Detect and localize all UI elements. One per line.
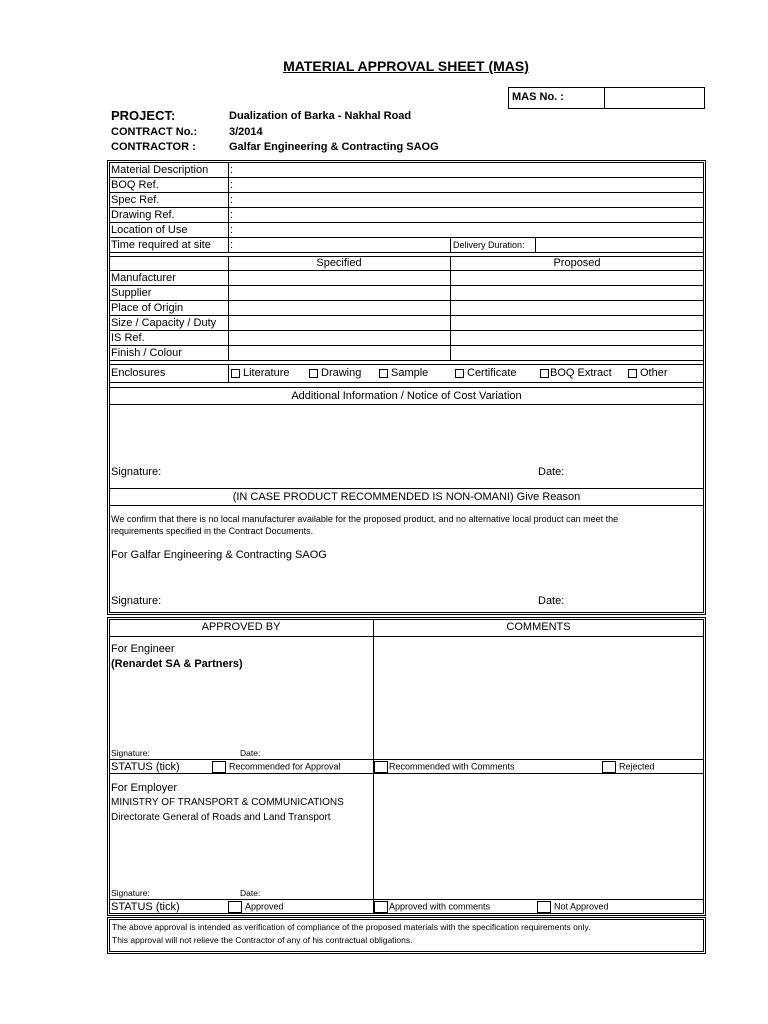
status-approved-with-comments[interactable]: Approved with comments <box>374 901 490 913</box>
enclosure-drawing[interactable]: Drawing <box>309 367 361 379</box>
engineer-status-label: STATUS (tick) <box>111 761 180 773</box>
status-approved[interactable]: Approved <box>228 901 284 913</box>
row-label-supplier: Supplier <box>111 287 152 299</box>
row-label-finish-colour: Finish / Colour <box>111 347 182 359</box>
status-recommended-with-comments[interactable]: Recommended with Comments <box>374 761 515 773</box>
for-engineer-label: For Engineer <box>111 643 175 655</box>
colon: : <box>230 209 234 221</box>
employer-status-label: STATUS (tick) <box>111 901 180 913</box>
employer-ministry: MINISTRY OF TRANSPORT & COMMUNICATIONS <box>111 797 344 808</box>
for-galfar-label: For Galfar Engineering & Contracting SAOG <box>111 549 327 561</box>
enclosures-label: Enclosures <box>111 367 166 379</box>
enclosure-boq-extract[interactable]: BOQ Extract <box>540 367 612 379</box>
status-rejected[interactable]: Rejected <box>602 761 655 773</box>
checkbox-icon[interactable] <box>628 369 637 378</box>
checkbox-icon[interactable] <box>602 761 616 773</box>
row-label-location-of-use: Location of Use <box>111 224 188 236</box>
checkbox-icon[interactable] <box>379 369 388 378</box>
confirm-text-line2: requirements specified in the Contract Documents. <box>111 526 314 536</box>
status-recommended-for-approval[interactable]: Recommended for Approval <box>212 761 341 773</box>
row-label-time-required: Time required at site <box>111 239 211 251</box>
row-label-size-capacity: Size / Capacity / Duty <box>111 317 217 329</box>
mas-number-label: MAS No. : <box>509 88 605 108</box>
enclosure-certificate[interactable]: Certificate <box>455 367 517 379</box>
row-label-place-of-origin: Place of Origin <box>111 302 184 314</box>
comments-header: COMMENTS <box>506 621 571 633</box>
checkbox-icon[interactable] <box>540 369 549 378</box>
row-label-manufacturer: Manufacturer <box>111 272 176 284</box>
enclosure-literature[interactable]: Literature <box>231 367 289 379</box>
time-required-field[interactable] <box>231 238 447 251</box>
engineer-name: (Renardet SA & Partners) <box>111 658 243 670</box>
row-label-drawing-ref: Drawing Ref. <box>111 209 175 221</box>
employer-signature-label: Signature: <box>111 888 150 898</box>
enclosure-other[interactable]: Other <box>628 367 668 379</box>
row-label-spec-ref: Spec Ref. <box>111 194 160 206</box>
spec-ref-field[interactable] <box>231 193 701 206</box>
approved-by-header: APPROVED BY <box>201 621 281 633</box>
engineer-comments-field[interactable] <box>376 639 702 757</box>
contractor-label: CONTRACTOR : <box>111 141 196 153</box>
colon: : <box>230 164 234 176</box>
row-label-is-ref: IS Ref. <box>111 332 145 344</box>
checkbox-icon[interactable] <box>231 369 240 378</box>
mas-number-box <box>508 87 705 109</box>
mas-number-field[interactable] <box>605 88 704 108</box>
employer-directorate: Directorate General of Roads and Land Transport <box>111 812 331 823</box>
row-label-boq-ref: BOQ Ref. <box>111 179 159 191</box>
for-employer-label: For Employer <box>111 782 178 794</box>
colon: : <box>230 224 234 236</box>
delivery-duration-field[interactable] <box>537 238 701 251</box>
colon: : <box>230 239 234 251</box>
delivery-duration-label: Delivery Duration: <box>453 240 525 250</box>
confirm-text-line1: We confirm that there is no local manufacturer available for the proposed product, and no alternative local product can meet the <box>111 514 619 524</box>
row-label-material-description: Material Description <box>111 164 209 176</box>
material-description-field[interactable] <box>231 163 701 176</box>
additional-info-header: Additional Information / Notice of Cost Variation <box>291 390 522 402</box>
status-not-approved[interactable]: Not Approved <box>537 901 609 913</box>
contractor-date-label: Date: <box>538 595 565 607</box>
checkbox-icon[interactable] <box>228 901 242 913</box>
colon: : <box>230 179 234 191</box>
engineer-date-label: Date: <box>240 748 261 758</box>
contractor-signature-label: Signature: <box>111 595 162 607</box>
drawing-ref-field[interactable] <box>231 208 701 221</box>
date-label: Date: <box>538 466 565 478</box>
checkbox-icon[interactable] <box>309 369 318 378</box>
boq-ref-field[interactable] <box>231 178 701 191</box>
enclosure-sample[interactable]: Sample <box>379 367 428 379</box>
location-of-use-field[interactable] <box>231 223 701 236</box>
checkbox-icon[interactable] <box>212 761 226 773</box>
page-title: MATERIAL APPROVAL SHEET (MAS) <box>283 58 529 74</box>
project-label: PROJECT: <box>111 108 176 123</box>
contract-label: CONTRACT No.: <box>111 126 198 138</box>
employer-comments-field[interactable] <box>376 776 702 898</box>
engineer-signature-label: Signature: <box>111 748 150 758</box>
specified-header: Specified <box>316 257 362 269</box>
checkbox-icon[interactable] <box>374 761 388 773</box>
employer-date-label: Date: <box>240 888 261 898</box>
footer-note-line2: This approval will not relieve the Contractor of any of his contractual obligations. <box>112 935 413 945</box>
footer-note-line1: The above approval is intended as verification of compliance of the proposed materials with the specification requirements only. <box>112 922 591 932</box>
additional-info-field[interactable] <box>111 406 701 458</box>
checkbox-icon[interactable] <box>537 901 551 913</box>
non-omani-header: (IN CASE PRODUCT RECOMMENDED IS NON-OMANI) Give Reason <box>232 491 581 503</box>
signature-label: Signature: <box>111 466 162 478</box>
contractor-value: Galfar Engineering & Contracting SAOG <box>229 141 439 153</box>
proposed-header: Proposed <box>553 257 601 269</box>
colon: : <box>230 194 234 206</box>
project-value: Dualization of Barka - Nakhal Road <box>229 110 412 122</box>
checkbox-icon[interactable] <box>374 901 388 913</box>
checkbox-icon[interactable] <box>455 369 464 378</box>
contract-value: 3/2014 <box>229 126 263 138</box>
